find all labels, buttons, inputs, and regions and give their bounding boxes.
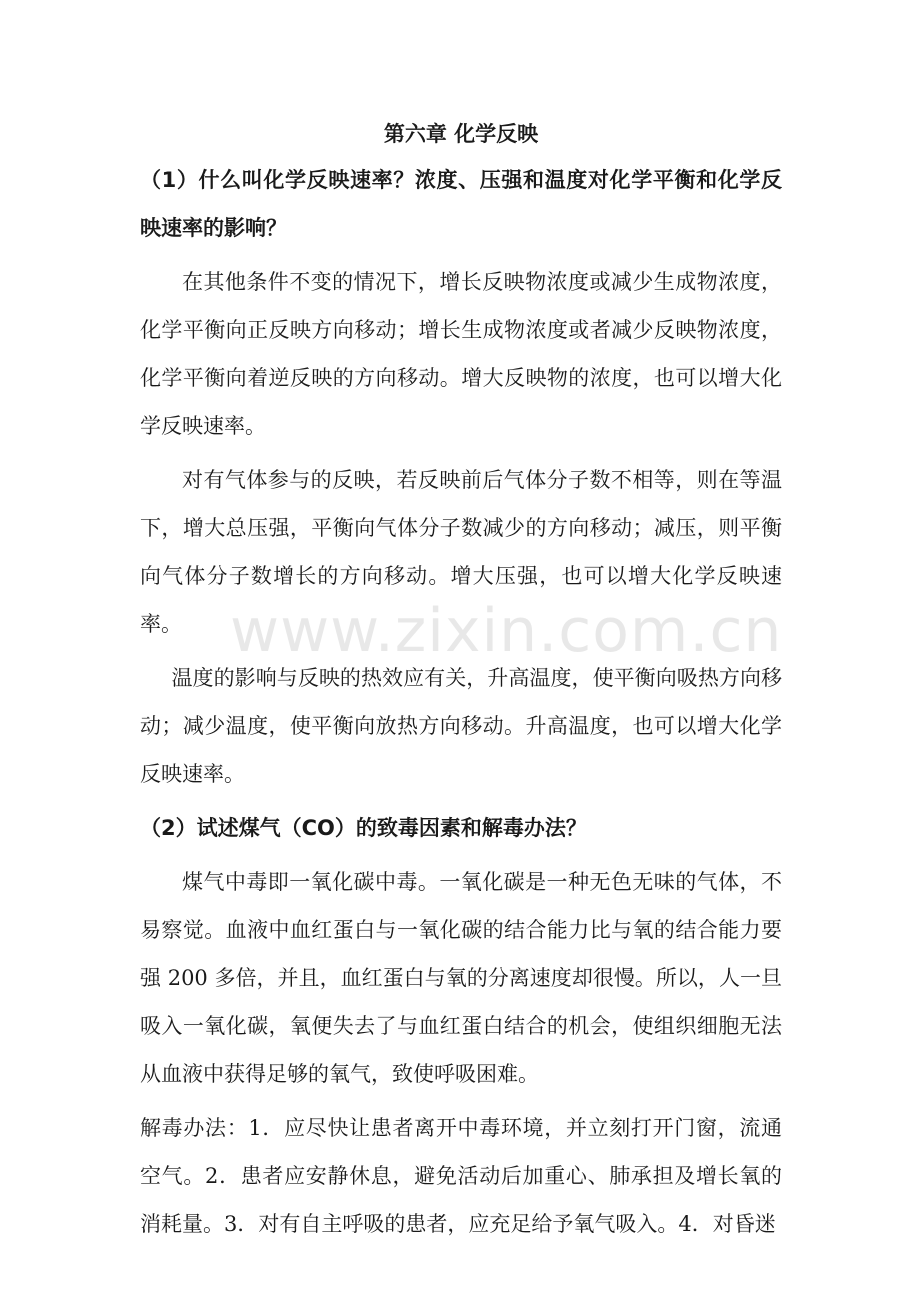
document-body — [140, 112, 782, 1248]
paragraph-pressure: 对有气体参与的反映，若反映前后气体分子数不相等，则在等温下，增大总压强，平衡向气体分子数减少的方向移动；减压，则平衡向气体分子数增长的方向移动。增大压强，也可以增大化学反映速率。 — [140, 468, 782, 636]
chapter-title: 第六章 化学反映 — [383, 122, 539, 146]
watermark: www.zixin.com.cn — [230, 596, 783, 666]
question-1: （1）什么叫化学反映速率？浓度、压强和温度对化学平衡和化学反映速率的影响？ — [140, 168, 782, 240]
paragraph-concentration: 在其他条件不变的情况下，增长反映物浓度或减少生成物浓度，化学平衡向正反映方向移动；增长生成物浓度或者减少反映物浓度，化学平衡向着逆反映的方向移动。增大反映物的浓度，也可以增大化学反映速率。 — [140, 270, 782, 438]
question-2: （2）试述煤气（CO）的致毒因素和解毒办法？ — [140, 816, 587, 840]
paragraph-detox-methods: 解毒办法：1．应尽快让患者离开中毒环境，并立刻打开门窗，流通空气。2．患者应安静休息，避免活动后加重心、肺承担及增长氧的消耗量。3．对有自主呼吸的患者，应充足给予氧气吸入。4．对昏迷 — [140, 1116, 782, 1236]
paragraph-temperature: 温度的影响与反映的热效应有关，升高温度，使平衡向吸热方向移动；减少温度，使平衡向放热方向移动。升高温度，也可以增大化学反映速率。 — [140, 666, 782, 786]
paragraph-co-poisoning: 煤气中毒即一氧化碳中毒。一氧化碳是一种无色无味的气体，不易察觉。血液中血红蛋白与一氧化碳的结合能力比与氧的结合能力要强 200 多倍，并且，血红蛋白与氧的分离速度却很慢。所以，人一旦吸入一氧化碳，氧便失去了与血红蛋白结合的机会，使组织细胞无法从血液中获得足够的氧气，致使呼吸困难。 — [140, 870, 782, 1086]
